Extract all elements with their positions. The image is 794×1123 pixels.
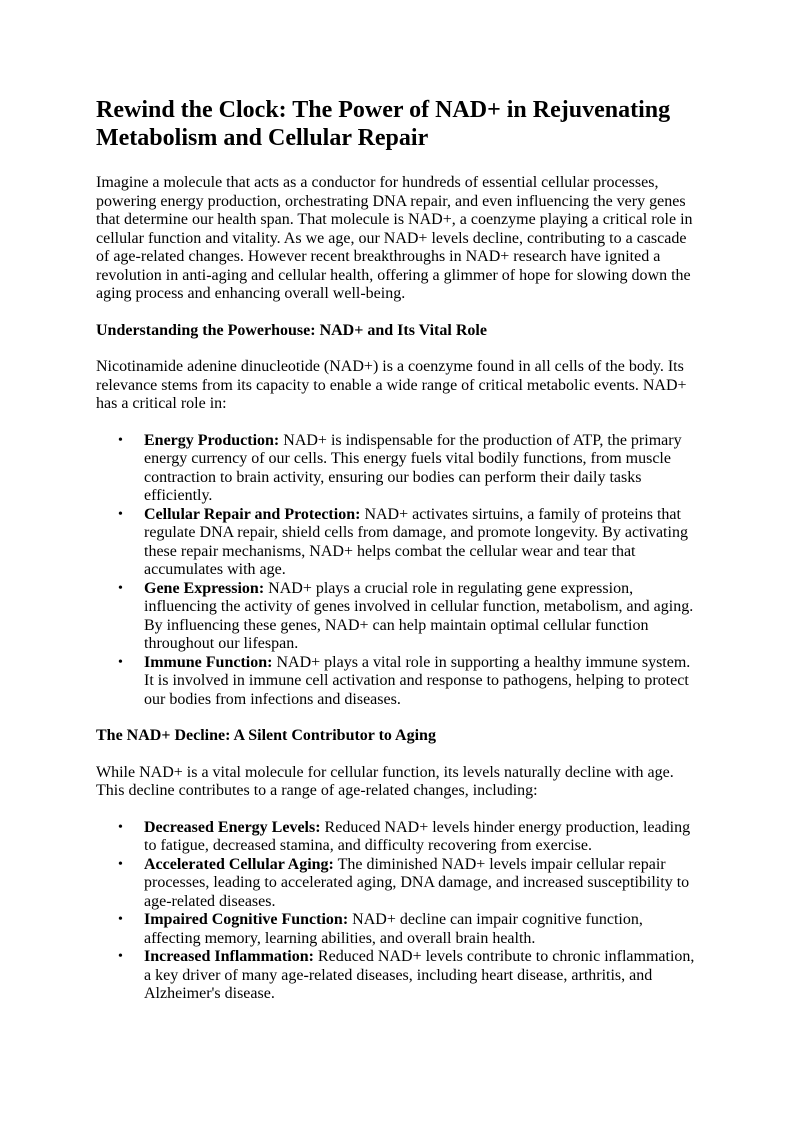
list-item [118, 579, 698, 654]
bullet-icon: • [118, 580, 123, 596]
section-paragraph-decline: While NAD+ is a vital molecule for cellular function, its levels naturally decline with age. This decline contributes to a range of age-related changes, including: [96, 763, 674, 799]
vital-role-list [96, 432, 698, 710]
bullet-icon: • [118, 819, 123, 835]
list-item [118, 653, 698, 710]
article-title: Rewind the Clock: The Power of NAD+ in Rejuvenating Metabolism and Cellular Repair [96, 97, 671, 151]
list-item-term: Increased Inflammation: [144, 948, 314, 965]
bullet-icon: • [118, 949, 123, 964]
list-item-text: Reduced NAD+ levels contribute to chronic inflammation, a key driver of many age-related diseases, including heart disease, arthritis, and Alzheimer's disease. [144, 948, 695, 1002]
list-item-term: Gene Expression: [144, 579, 265, 597]
bullet-icon: • [118, 654, 123, 670]
section-heading-vital-role: Understanding the Powerhouse: NAD+ and Its Vital Role [96, 321, 487, 339]
document-page [96, 96, 698, 1022]
list-item [118, 505, 698, 580]
list-item-text: The diminished NAD+ levels impair cellular repair processes, leading to accelerated aging, DNA damage, and increased susceptibility to age-related diseases. [144, 855, 690, 910]
list-item-text: NAD+ plays a crucial role in regulating gene expression, influencing the activity of genes involved in cellular function, metabolism, and aging. By influencing these genes, NAD+ can help maintain optimal cellular function throughout our lifespan. [144, 579, 694, 652]
bullet-icon: • [118, 506, 123, 522]
bullet-icon: • [118, 856, 123, 872]
list-item [118, 818, 698, 856]
list-item-text: Reduced NAD+ levels hinder energy production, leading to fatigue, decreased stamina, and difficulty recovering from exercise. [144, 818, 691, 854]
decline-list [96, 819, 698, 1004]
list-item-term: Cellular Repair and Protection: [144, 505, 361, 523]
list-item-term: Energy Production: [144, 431, 280, 449]
bullet-icon: • [118, 432, 123, 448]
list-item-term: Accelerated Cellular Aging: [144, 855, 334, 873]
section-paragraph-vital-role: Nicotinamide adenine dinucleotide (NAD+) is a coenzyme found in all cells of the body. Its relevance stems from its capacity to enable a wide range of critical metabolic events. NAD+ has a critical role in: [96, 358, 687, 412]
list-item-text: NAD+ decline can impair cognitive function, affecting memory, learning abilities, and overall brain health. [144, 911, 643, 947]
list-item-term: Decreased Energy Levels: [144, 818, 321, 836]
list-item [118, 431, 698, 506]
list-item-text: NAD+ is indispensable for the production of ATP, the primary energy currency of our cells. This energy fuels vital bodily functions, from muscle contraction to brain activity, ensuring our bodies can perform their daily tasks efficiently. [144, 431, 682, 504]
bullet-icon: • [118, 912, 123, 927]
intro-paragraph: Imagine a molecule that acts as a conductor for hundreds of essential cellular processes, powering energy production, orchestrating DNA repair, and even influencing the very genes that determine our health span. That molecule is NAD+, a coenzyme playing a critical role in cellular function and vitality. As we age, our NAD+ levels decline, contributing to a cascade of age-related changes. However recent breakthroughs in NAD+ research have ignited a revolution in anti-aging and cellular health, offering a glimmer of hope for slowing down the aging process and enhancing overall well-being. [96, 174, 693, 302]
list-item-text: NAD+ activates sirtuins, a family of proteins that regulate DNA repair, shield cells from damage, and promote longevity. By activating these repair mechanisms, NAD+ helps combat the cellular wear and tear that accumulates with age. [144, 505, 688, 578]
list-item [118, 948, 698, 1004]
list-item-term: Immune Function: [144, 653, 273, 671]
list-item-term: Impaired Cognitive Function: [144, 911, 349, 928]
list-item-text: NAD+ plays a vital role in supporting a healthy immune system. It is involved in immune cell activation and response to pathogens, helping to protect our bodies from infections and diseases. [144, 653, 691, 708]
list-item [118, 855, 698, 912]
section-heading-decline: The NAD+ Decline: A Silent Contributor to Aging [96, 727, 436, 744]
list-item [118, 911, 698, 948]
